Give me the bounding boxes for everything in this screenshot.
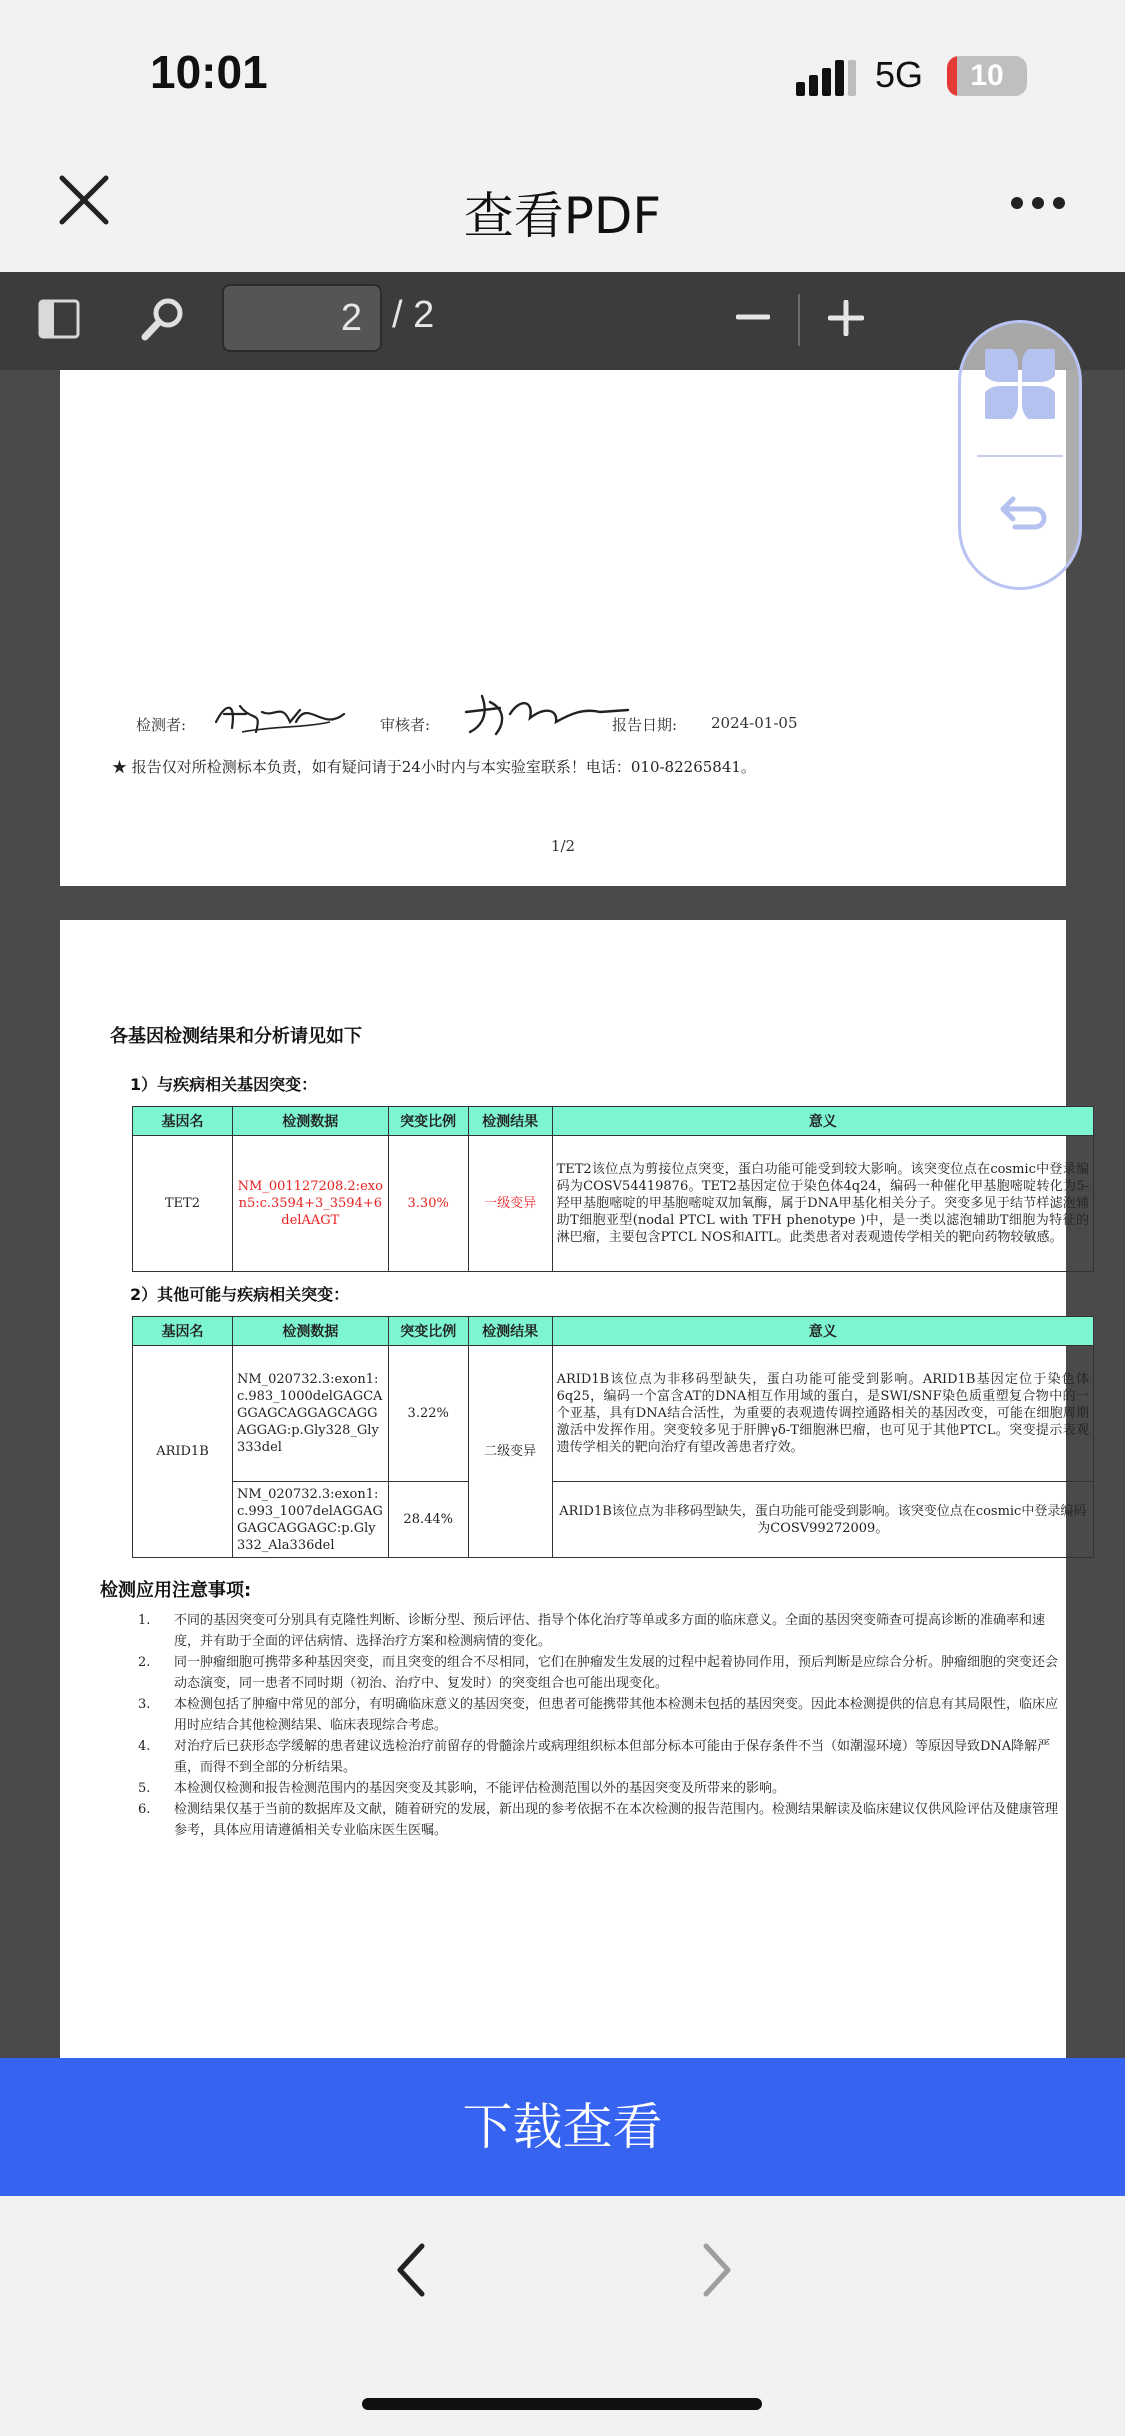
more-options-icon[interactable] <box>1010 196 1066 210</box>
col-data: 检测数据 <box>232 1107 388 1136</box>
floating-divider <box>977 455 1063 457</box>
chevron-right-icon[interactable] <box>696 2240 736 2300</box>
mutation-ratio: 3.22% <box>388 1346 468 1482</box>
table-disease-mutations <box>132 1106 1094 1272</box>
note-text: 本检测仅检测和报告检测范围内的基因突变及其影响，不能评估检测范围以外的基因突变及所带来的影响。 <box>174 1781 786 1796</box>
note-number: 6. <box>138 1802 151 1817</box>
mutation-ratio: 3.30% <box>388 1136 468 1272</box>
battery-icon <box>947 56 1027 96</box>
col-meaning: 意义 <box>552 1317 1093 1346</box>
meaning: ARID1B该位点为非移码型缺失，蛋白功能可能受到影响。该突变位点在cosmic中登录编码为COSV99272009。 <box>552 1482 1093 1558</box>
detection-data: NM_020732.3:exon1:c.993_1007delAGGAGGAGCAGGAGC:p.Gly332_Ala336del <box>232 1482 388 1558</box>
table-row <box>133 1482 1094 1558</box>
table-row <box>133 1346 1094 1482</box>
list-item <box>138 1778 1058 1799</box>
table-row <box>133 1136 1094 1272</box>
note-text: 对治疗后已获形态学缓解的患者建议选检治疗前留存的骨髓涂片或病理组织标本但部分标本可能由于保存条件不当（如潮湿环境）等原因导致DNA降解严重，而得不到全部的分析结果。 <box>174 1739 1051 1775</box>
detection-data: NM_001127208.2:exon5:c.3594+3_3594+6delAAGT <box>232 1136 388 1272</box>
zoom-out-icon[interactable] <box>736 300 770 334</box>
zoom-in-icon[interactable] <box>828 300 864 336</box>
col-result: 检测结果 <box>468 1107 552 1136</box>
detection-result: 二级变异 <box>468 1346 552 1558</box>
page-title: 查看PDF <box>463 187 662 245</box>
note-text: 本检测包括了肿瘤中常见的部分，有明确临床意义的基因突变，但患者可能携带其他本检测未包括的基因突变。因此本检测提供的信息有其局限性，临床应用时应结合其他检测结果、临床表现综合考虑。 <box>174 1697 1059 1733</box>
page-number-input[interactable]: 2 <box>222 284 382 352</box>
gene-name: ARID1B <box>133 1346 233 1558</box>
mini-program-icon[interactable] <box>985 349 1055 419</box>
list-item <box>138 1610 1058 1652</box>
col-result: 检测结果 <box>468 1317 552 1346</box>
note-text: 不同的基因突变可分别具有克隆性判断、诊断分型、预后评估、指导个体化治疗等单或多方面的临床意义。全面的基因突变筛查可提高诊断的准确率和速度，并有助于全面的评估病情、选择治疗方案和检测病情的变化。 <box>174 1613 1046 1649</box>
report-disclaimer: ★ 报告仅对所检测标本负责，如有疑问请于24小时内与本实验室联系！电话：010-82265841。 <box>112 758 756 776</box>
table2-header-row <box>133 1317 1094 1346</box>
list-item <box>138 1694 1058 1736</box>
home-indicator <box>362 2398 762 2410</box>
mutation-ratio: 28.44% <box>388 1482 468 1558</box>
search-icon[interactable] <box>140 296 186 342</box>
col-data: 检测数据 <box>232 1317 388 1346</box>
notes-title: 检测应用注意事项: <box>100 1580 252 1601</box>
note-number: 4. <box>138 1739 151 1754</box>
list-item <box>138 1799 1058 1841</box>
pdf-page-2 <box>60 920 1089 2058</box>
table-other-mutations <box>132 1316 1094 1558</box>
col-gene: 基因名 <box>133 1317 233 1346</box>
note-number: 3. <box>138 1697 151 1712</box>
note-text: 检测结果仅基于当前的数据库及文献，随着研究的发展，新出现的参考依据不在本次检测的报告范围内。检测结果解读及临床建议仅供风险评估及健康管理参考，具体应用请遵循相关专业临床医生医嘱。 <box>174 1802 1059 1838</box>
note-number: 1. <box>138 1613 151 1628</box>
note-text: 同一肿瘤细胞可携带多种基因突变，而且突变的组合不尽相同，它们在肿瘤发生发展的过程中起着协同作用，预后判断是应综合分析。肿瘤细胞的突变还会动态演变，同一患者不同时期（初治、治疗中、复发时）的突变组合也可能出现变化。 <box>174 1655 1059 1691</box>
status-time: 10:01 <box>150 46 268 98</box>
download-view-button[interactable]: 下载查看 <box>0 2058 1125 2196</box>
report-date: 2024-01-05 <box>711 714 798 732</box>
report-date-label: 报告日期: <box>612 716 678 734</box>
section1-title: 1）与疾病相关基因突变： <box>130 1075 318 1094</box>
meaning: ARID1B该位点为非移码型缺失，蛋白功能可能受到影响。ARID1B基因定位于染色体6q25，编码一个富含AT的DNA相互作用域的蛋白，是SWI/SNF染色质重塑复合物中的一个亚基，具有DNA结合活性，为重要的表观遗传调控通路相关的基因改变，可能在细胞周期激活中发挥作用。突变较多见于肝脾γδ-T细胞淋巴瘤，也可见于其他PTCL。突变提示表观遗传学相关的靶向治疗有望改善患者疗效。 <box>552 1346 1093 1482</box>
zoom-separator <box>798 294 800 346</box>
tester-signature <box>212 692 352 740</box>
sidebar-toggle-icon[interactable] <box>38 298 80 340</box>
network-type: 5G <box>875 54 924 95</box>
detection-data: NM_020732.3:exon1:c.983_1000delGAGCAGGAGCAGGAGCAGGAGGAG:p.Gly328_Gly333del <box>232 1346 388 1482</box>
note-number: 5. <box>138 1781 151 1796</box>
col-ratio: 突变比例 <box>388 1317 468 1346</box>
battery-level: 10 <box>970 59 1004 92</box>
back-undo-icon[interactable] <box>995 489 1047 541</box>
cellular-signal-icon <box>796 60 856 96</box>
note-number: 2. <box>138 1655 151 1670</box>
list-item <box>138 1652 1058 1694</box>
page-number-1: 1/2 <box>550 837 576 855</box>
list-item <box>138 1736 1058 1778</box>
detection-result: 一级变异 <box>468 1136 552 1272</box>
pdf-page-1 <box>60 370 1066 886</box>
meaning: TET2该位点为剪接位点突变，蛋白功能可能受到较大影响。该突变位点在cosmic中登录编码为COSV54419876。TET2基因定位于染色体4q24，编码一种催化甲基胞嘧啶转化为5-羟甲基胞嘧啶的甲基胞嘧啶双加氧酶，属于DNA甲基化相关分子。突变多见于结节样滤泡辅助T细胞亚型(nodal PTCL with TFH phenotype )中，是一类以滤泡辅助T细胞为特征的淋巴瘤，主要包含PTCL NOS和AITL。此类患者对表观遗传学相关的靶向药物较敏感。 <box>552 1136 1093 1272</box>
col-gene: 基因名 <box>133 1107 233 1136</box>
gene-name: TET2 <box>133 1136 233 1272</box>
col-meaning: 意义 <box>552 1107 1093 1136</box>
table1-header-row <box>133 1107 1094 1136</box>
notes-list <box>138 1610 1058 1841</box>
results-heading: 各基因检测结果和分析请见如下 <box>110 1026 362 1047</box>
page-total: / 2 <box>392 294 435 336</box>
section2-title: 2）其他可能与疾病相关突变： <box>130 1285 350 1304</box>
floating-tools-panel <box>958 320 1082 590</box>
reviewer-label: 审核者: <box>380 716 431 734</box>
tester-label: 检测者: <box>136 716 187 734</box>
col-ratio: 突变比例 <box>388 1107 468 1136</box>
battery-nub <box>1020 68 1026 84</box>
chevron-left-icon[interactable] <box>392 2240 432 2300</box>
